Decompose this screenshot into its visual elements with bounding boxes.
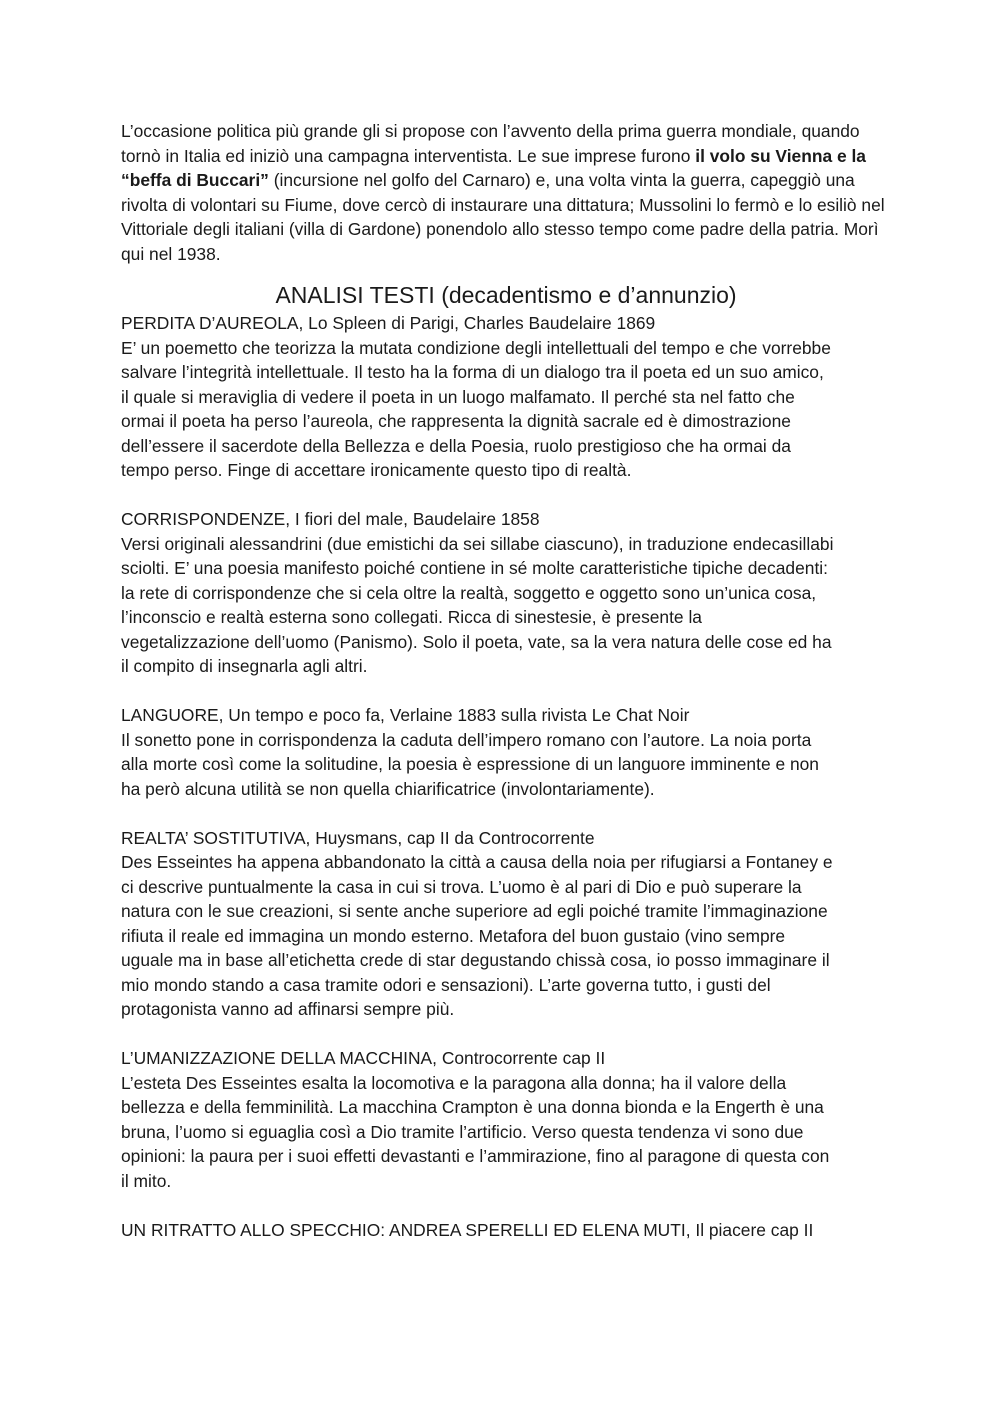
section-title-umanizzazione: L’UMANIZZAZIONE DELLA MACCHINA, Controcorrente cap II (121, 1048, 606, 1068)
section-body-umanizzazione: L’esteta Des Esseintes esalta la locomotiva e la paragona alla donna; ha il valore della bellezza e della femminilità. La macchina Crampton è una donna bionda e la Engerth è una bruna, l’uomo si eguaglia così a Dio tramite l’artificio. Verso questa tendenza vi sono due opinioni: la paura per i suoi effetti devastanti e l’ammirazione, fino al paragone di questa con il mito. (121, 1072, 830, 1191)
section-title-languore: LANGUORE, Un tempo e poco fa, Verlaine 1883 sulla rivista Le Chat Noir (121, 705, 690, 725)
intro-text-1: L’occasione politica più grande gli si propose con l’avvento della prima guerra mondiale, quando tornò in Italia ed iniziò una campagna interventista. Le sue imprese furono (121, 121, 860, 166)
section-body-corrispondenze: Versi originali alessandrini (due emistichi da sei sillabe ciascuno), in traduzione endecasillabi sciolti. E’ una poesia manifesto poiché contiene in sé molte caratteristiche tipiche decadenti: la rete di corrispondenze che si cela oltre la realtà, soggetto e oggetto sono un’unica cosa, l’inconscio e realtà esterna sono collegati. Ricca di sinestesie, è presente la vegetalizzazione dell’uomo (Panismo). Solo il poeta, vate, sa la vera natura delle cose ed ha il compito di insegnarla agli altri. (121, 533, 834, 676)
intro-paragraph (121, 119, 891, 266)
section-title-realta-sostitutiva: REALTA’ SOSTITUTIVA, Huysmans, cap II da Controcorrente (121, 827, 595, 848)
section-title-perdita: PERDITA D’AUREOLA, Lo Spleen di Parigi, Charles Baudelaire 1869 (121, 313, 656, 333)
section-heading: ANALISI TESTI (decadentismo e d’annunzio) (275, 282, 737, 308)
section-body-realta-sostitutiva: Des Esseintes ha appena abbandonato la città a causa della noia per rifugiarsi a Fontaney e ci descrive puntualmente la casa in cui si trova. L’uomo è al pari di Dio e può superare la natura con le sue creazioni, si sente anche superiore ad egli poiché tramite l’immaginazione rifiuta il reale ed immagina un mondo esterno. Metafora del buon gustaio (vino sempre uguale ma in base all’etichetta crede di star degustando chissà cosa, io posso immaginare il mio mondo stando a casa tramite odori e sensazioni). L’arte governa tutto, i gusti del protagonista vanno ad affinarsi sempre più. (121, 852, 833, 1019)
section-body-languore: Il sonetto pone in corrispondenza la caduta dell’impero romano con l’autore. La noia porta alla morte così come la solitudine, la poesia è espressione di un languore imminente e non ha però alcuna utilità se non quella chiarificatrice (involontariamente). (121, 729, 819, 799)
section-title-corrispondenze: CORRISPONDENZE, I fiori del male, Baudelaire 1858 (121, 509, 540, 529)
document-page (121, 119, 891, 1242)
section-body-perdita: E’ un poemetto che teorizza la mutata condizione degli intellettuali del tempo e che vorrebbe salvare l’integrità intellettuale. Il testo ha la forma di un dialogo tra il poeta ed un suo amico, il quale si meraviglia di vedere il poeta in un luogo malfamato. Il perché sta nel fatto che ormai il poeta ha perso l’aureola, che rappresenta la dignità sacrale ed è dimostrazione dell’essere il sacerdote della Bellezza e della Poesia, ruolo prestigioso che ha ormai da tempo perso. Finge di accettare ironicamente questo tipo di realtà. (121, 337, 831, 480)
intro-bold-text: il volo su Vienna e la “beffa di Buccari” (121, 145, 866, 190)
intro-text-2: (incursione nel golfo del Carnaro) e, una volta vinta la guerra, capeggiò una rivolta di volontari su Fiume, dove cercò di instaurare una dittatura; Mussolini lo fermò e lo esiliò nel Vittoriale degli italiani (villa di Gardone) ponendolo allo stesso tempo come padre della patria. Morì qui nel 1938. (121, 170, 885, 264)
section-title-ritratto: UN RITRATTO ALLO SPECCHIO: ANDREA SPERELLI ED ELENA MUTI, Il piacere cap II (121, 1219, 814, 1240)
